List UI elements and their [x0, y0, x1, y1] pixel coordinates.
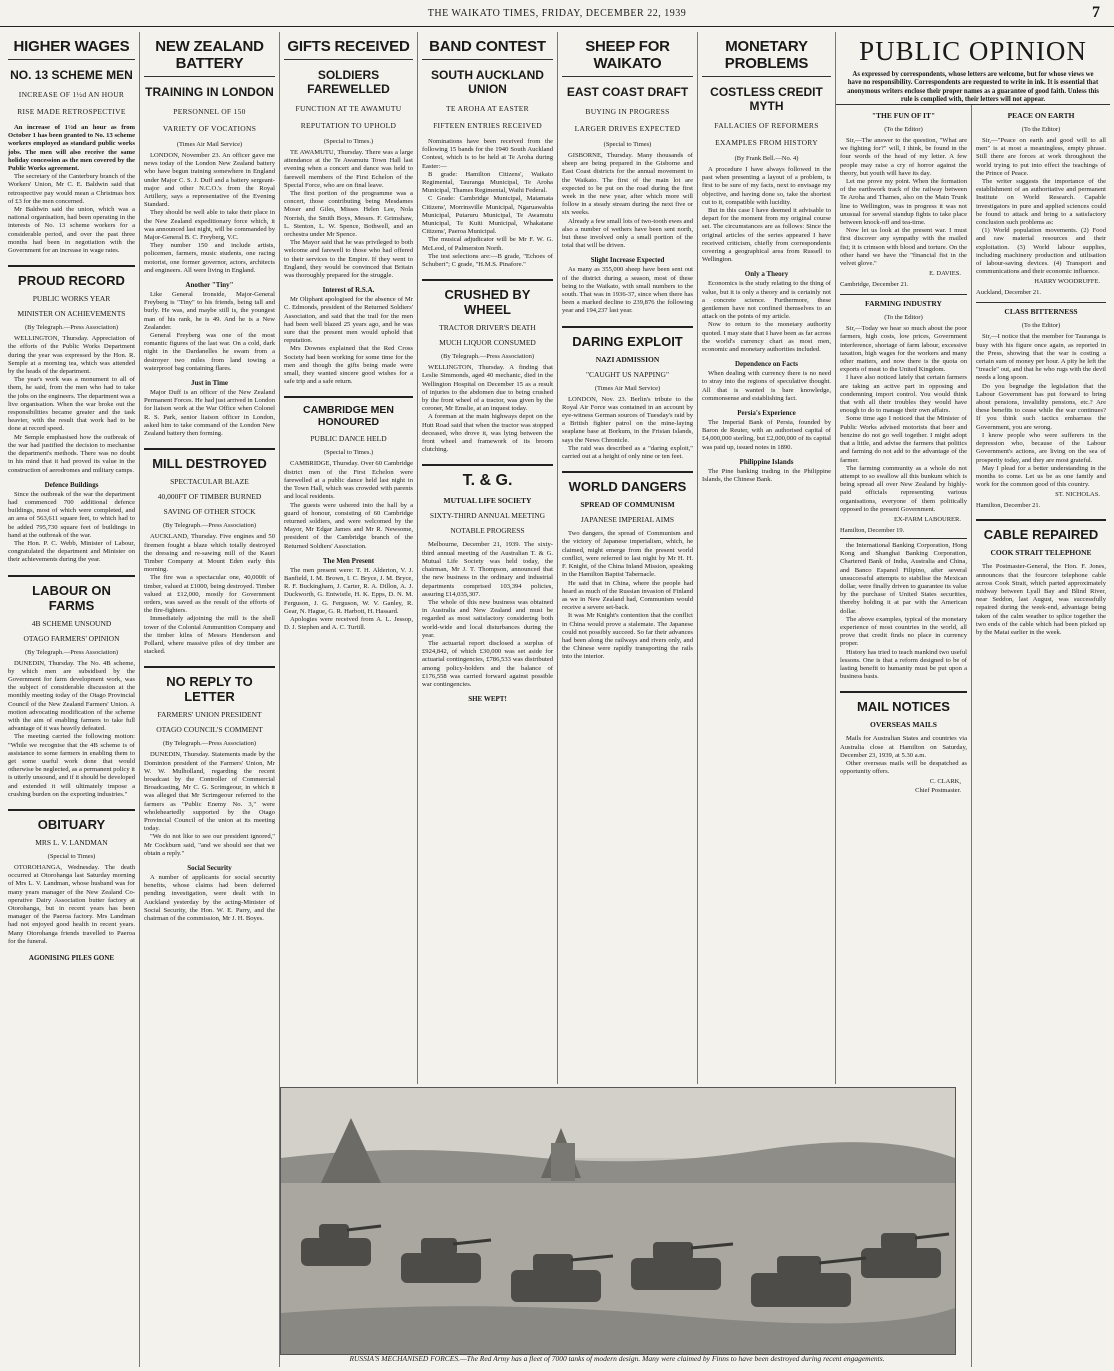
crosshead: Dependence on Facts — [735, 360, 798, 369]
subhead: MUTUAL LIFE SOCIETY — [443, 496, 532, 506]
subhead: OTAGO COUNCIL'S COMMENT — [156, 725, 263, 735]
letter-paragraph: Do you begrudge the legislation that the Labour Government has put forward to bring about pensions, invalidity pensions, etc.? Are these benefits to cease while the war continues? If you think such tactics embarrass the Government, you are wrong. — [976, 382, 1106, 431]
article-paragraph: A foreman at the main highways depot on the Hutt Road said that when the tractor was stopped deceased, who drove it, was lying between the front wheel and framework of its broom clutching. — [422, 413, 553, 454]
article-paragraph: An increase of 1½d an hour as from October 1 has been granted to No. 13 scheme workers employed as standard public works jobs. The men will also receive the same holiday concession as the men covered by the Public Works agreement. — [8, 124, 135, 173]
headline-obituary: OBITUARY — [8, 809, 135, 832]
page-number: 7 — [1092, 4, 1100, 21]
letter-paragraph: Now let us look at the present war. I must first discover any sympathy with the mailed fist; it is crimson with blood and torture. On the other hand we have the "financial fist in the velvet glove." — [840, 227, 967, 268]
subhead: INCREASE OF 1½d AN HOUR — [18, 90, 125, 99]
headline-proud-record: PROUD RECORD — [8, 265, 135, 288]
article-paragraph: Nominations have been received from the following 15 bands for the 1940 South Auckland Contest, which is to be held at Te Aroha during Easter:— — [422, 138, 553, 170]
article-paragraph: They should be well able to take their place in the New Zealand expeditionary force which, it was announced last night, will be commanded by Major-General B. C. Freyberg, V.C. — [144, 209, 275, 242]
subhead: LARGER DRIVES EXPECTED — [574, 124, 681, 133]
letter-paragraph: Some time ago I noticed that the Minister of Public Works advised motorists that beer and benzine do not go well together. I might adopt that a little, and advise the farmers that politics and farming do not add to the advantage of the farmer. — [840, 415, 967, 464]
letter-paragraph: (1) World population movements. (2) Food and raw material resources and their exploitation. (3) World labour supplies, including machinery production and utilisation of labour-saving devices. (4) Transport and communications and their economic influence. — [976, 227, 1106, 276]
subhead: SAVING OF OTHER STOCK — [163, 507, 256, 517]
letter-signature: EX-FARM LABOURER. — [893, 515, 961, 523]
byline: (Times Air Mail Service) — [176, 141, 243, 148]
column-6 — [698, 32, 836, 1084]
subhead: SPECTACULAR BLAZE — [170, 477, 249, 487]
article-paragraph: As many as 355,000 sheep have been sent out of the district during a season, most of these being to the Waikato, with small numbers to the south. That was in 1936-37, since when there has been a marked decline to 239,876 the following year and 194,237 last year. — [562, 266, 693, 315]
article-paragraph: A number of applicants for social security benefits, whose claims had been deferred pending investigation, were dealt with in Auckland yesterday by the acting-Minister of Social Security, the Hon. W. E. Parry, and the chairman of the commission, Mr J. H. Boyes. — [144, 873, 275, 922]
letter-title: CLASS BITTERNESS — [976, 302, 1106, 316]
article-paragraph: The secretary of the Canterbury branch of the Workers' Union, Mr C. E. Baldwin said that retrospective pay would mean a Christmas box of £3 for the men concerned. — [8, 173, 135, 205]
subhead: EAST COAST DRAFT — [566, 85, 689, 99]
subhead: 40,000FT OF TIMBER BURNED — [157, 492, 262, 502]
subhead: SPREAD OF COMMUNISM — [580, 500, 675, 510]
byline: (By Frank Bell.—No. 4) — [734, 155, 799, 162]
crosshead: Philippine Islands — [739, 457, 794, 466]
article-paragraph: They number 150 and include artists, policemen, farmers, music students, one racing motorist, one former governor, actors, architects and engineers. All were living in England. — [144, 242, 275, 274]
subhead: RISE MADE RETROSPECTIVE — [17, 107, 126, 116]
crosshead: Interest of R.S.A. — [322, 286, 375, 295]
crosshead: Another "Tiny" — [185, 281, 234, 290]
article-paragraph: DUNEDIN, Thursday. The No. 4B scheme, by which men are subsidised by the Government for farm development work, was the subject of considerable discussion at the monthly meeting today of the Otago Provincial Council of the New Zealand Farmers' Union. A motion advocating modification of the scheme with the aim of enabling farmers to take full advantage of it was heavily defeated. — [8, 659, 135, 733]
section-title-public-opinion: PUBLIC OPINION — [859, 36, 1087, 66]
headline-labour-on-farms: LABOUR ON FARMS — [8, 575, 135, 613]
article-paragraph: The above examples, typical of the monetary experience of most countries in the world, all prove that credit finds no place in currency proper. — [840, 615, 967, 648]
headline-gifts-received: GIFTS RECEIVED — [287, 38, 410, 55]
letter-paragraph: I know people who were sufferers in the depression who, because of the Labour Government's actions, are living on the sea of prosperity today, and they are most grateful. — [976, 431, 1106, 464]
letter-paragraph: I have also noticed lately that certain farmers are taking an active part in opposing and condemning import control. You would think that with all their troubles they would have enough to do to manage their own affairs. — [840, 374, 967, 415]
article-paragraph: GISBORNE, Thursday. Many thousands of sheep are being prepared in the Gisborne and East Coast districts for the annual movement to the Waikato. The first of the main lot are expected to be put on the road during the first week in the new year, after which more will follow in a steady stream during the next five or six weeks. — [562, 152, 693, 217]
subhead: EXAMPLES FROM HISTORY — [715, 138, 818, 147]
subhead: TE AROHA AT EASTER — [446, 104, 529, 113]
article-paragraph: The fire was a spectacular one, 40,000ft of timber, valued at £1000, being destroyed. Timber valued at £12,000, mostly for Government orders, was saved as the result of the efforts of the fire-fighters. — [144, 574, 275, 615]
subhead: TRAINING IN LONDON — [145, 85, 274, 99]
article-paragraph: When dealing with currency there is no need to stray into the regions of speculative thought. All that is wanted is bare knowledge, commonsense and establishing fact. — [702, 370, 831, 402]
subhead: SIXTY-THIRD ANNUAL MEETING — [429, 511, 546, 521]
subhead: OTAGO FARMERS' OPINION — [23, 633, 120, 643]
subhead: BUYING IN PROGRESS — [585, 107, 670, 116]
article-paragraph: TE AWAMUTU, Thursday. There was a large attendance at the Te Awamutu Town Hall last evening when a concert and dance was held to farewell members of the First Echelon of the Special Force, who are on final leave. — [284, 149, 413, 189]
byline: (By Telegraph.—Press Association) — [24, 324, 119, 332]
subhead: REPUTATION TO UPHOLD — [300, 121, 397, 130]
letter-location: Hamilton, December 19. — [840, 526, 905, 534]
letter-paragraph: Sir,—The answer to the question, "What are we fighting for?" will, I think, be found in the four words of the head of my letter. A few people may raise a cry of horror against the theory, but youth will have its day. — [840, 137, 967, 177]
subhead: COSTLESS CREDIT MYTH — [710, 85, 823, 113]
byline: (Special to Times) — [47, 852, 96, 860]
crosshead: Slight Increase Expected — [590, 256, 665, 265]
letter-paragraph: Sir,—I notice that the member for Tauranga is busy with his figure once again, as reported in the Press, showing that the war is costing a certain sum of money per hour. A pity he left the "treacle" out, and that he who rugs with the devil needs a long spoon. — [976, 333, 1106, 382]
article-paragraph: History has tried to teach mankind two useful lessons. One is that a reform designed to be of lasting benefit to humanity must be put upon a business basis. — [840, 648, 967, 681]
subhead: "CAUGHT US NAPPING" — [585, 369, 670, 379]
crosshead: Defence Buildings — [44, 480, 99, 489]
article-paragraph: The meeting carried the following motion: "While we recognise that the 4B scheme is of assistance to some farmers in enabling them to get some useful work done that would otherwise be neglected, as a permanent policy it is utterly unsound, and if it should be developed and extended it will ultimately impose a crushing burden on the exporting industries." — [8, 733, 135, 798]
article-paragraph: Like General Ironside, Major-General Freyberg is "Tiny" to his friends, being tall and burly. He was, and maybe still is, the youngest man of his rank, he is 49. And he is a New Zealander. — [144, 291, 275, 331]
photo-caption: RUSSIA'S MECHANISED FORCES.—The Red Army has a fleet of 7000 tanks of modern design. Many were claimed by Finns to have been destroyed during recent engagements. — [349, 1354, 885, 1363]
subhead: VARIETY OF VOCATIONS — [162, 124, 257, 133]
article-paragraph: The Postmaster-General, the Hon. F. Jones, announces that the fourcore telephone cable across Cook Strait, which parted approximately midway between Lyall Bay and Blind River, near Seddon, last August, was successfully repaired during the week-end, advantage being taken of the calm weather to splice together the two ends of the cable which had been picked up by the Matai earlier in the week. — [976, 563, 1106, 636]
article-paragraph: Other overseas mails will be despatched as opportunity offers. — [840, 759, 967, 776]
article-paragraph: Mails for Australian States and countries via Australia close at Hamilton on Saturday, December 23, 1939, at 5.30 a.m. — [840, 735, 967, 759]
byline: (Times Air Mail Service) — [594, 384, 661, 392]
letter-title: FARMING INDUSTRY — [840, 294, 967, 308]
article-paragraph: The year's work was a monument to all of them, he said, from the men who had to take the jobs on the engineers. The department was a live organisation. When the war broke out the responsibilities became greater and the task heavier, with the result that work had to be done at record speed. — [8, 376, 135, 433]
article-paragraph: the International Banking Corporation, Hong Kong and Shanghai Banking Corporation, Chartered Bank of India, Australia and China, and Banco Espanol Filipino, after several unsuccessful attempts to stabilise the Mexican dollar, were finally driven to guarantee its value by the purchase of United States securities, thereby holding it at par with the American dollar. — [840, 538, 967, 616]
article-paragraph: The Mayor said that he was privileged to both welcome and farewell to those who had offered to their services to the Empire. If they went to England, they would be convinced that Britain was thoroughly prepared for the struggle. — [284, 239, 413, 280]
byline: (Special to Times.) — [323, 138, 374, 145]
subhead: TRACTOR DRIVER'S DEATH — [439, 323, 536, 333]
letter-location: Auckland, December 21. — [976, 289, 1041, 297]
subhead: NO. 13 SCHEME MEN — [10, 68, 133, 82]
headline-no-reply: NO REPLY TO LETTER — [144, 666, 275, 704]
article-paragraph: Mr Semple emphasised how the outbreak of the war had justified the decision to mechanise the department's methods. There was no doubt in his mind that it had proved its value in the construction of aerodromes and military camps. — [8, 433, 135, 474]
column-3 — [280, 32, 418, 1084]
headline-mill-destroyed: MILL DESTROYED — [144, 448, 275, 471]
headline-daring-exploit: DARING EXPLOIT — [562, 326, 693, 349]
article-paragraph: Mr Baldwin said the union, which was a national organisation, had been operating in the interests of No. 13 scheme workers for a considerable period, and over the past three months had been in negotiation with the Government for an increase in wage rates. — [8, 206, 135, 255]
article-paragraph: DUNEDIN, Thursday. Statements made by the Dominion president of the Farmers' Union, Mr W. W. Mulholland, regarding the recent broadcast by the Controller of Commercial Broadcasting, Mr C. G. Scrimgeour, in which it was alleged that Mr Scrimgeour referred to the farmers as "Public Enemy No. 3," were wholeheartedly supported by the Otago Provincial Council of the union at its meeting today. — [144, 751, 275, 833]
subhead: PUBLIC WORKS YEAR — [32, 294, 111, 304]
article-paragraph: General Freyberg was one of the most romantic figures of the last war. On a cold, dark night in the Dardanelles he swam from a destroyer two miles from land towing a waterproof bag containing flares. — [144, 332, 275, 372]
letter-paragraph: Let me prove my point. When the formation of the earthwork track of the railway between Te Aroha and Thames, also on the Main Trunk line to Wellington, was in progress it was not unusual for several standup fights to take place between knock-off and tea-time. — [840, 178, 967, 227]
article-paragraph: Melbourne, December 21, 1939. The sixty-third annual meeting of the Australian T. & G. Mutual Life Society was held today, the chairman, Mr J. T. Thompson, announced that the new business in the ordinary and industrial departments comprised 103,394 policies, assuring £14,035,307. — [422, 541, 553, 598]
headline-crushed-by-wheel: CRUSHED BY WHEEL — [422, 279, 553, 317]
letter-to-editor: (To the Editor) — [1021, 322, 1061, 330]
crosshead: Social Security — [187, 863, 232, 872]
byline: (By Telegraph.—Press Association) — [162, 740, 257, 748]
subhead: FALLACIES OF REFORMERS — [714, 121, 819, 130]
masthead — [0, 0, 1114, 27]
article-paragraph: The musical adjudicator will be Mr F. W. G. McLeod, of Palmerston North. — [422, 236, 553, 252]
article-paragraph: Now to return to the monetary authority quoted. I may state that I have been as far across the world's currency chart as most men, economic and monetary authorities included. — [702, 321, 831, 354]
letter-signature: ST. NICHOLAS. — [1055, 491, 1100, 499]
letter-location: Cambridge, December 21. — [840, 281, 909, 289]
subhead: PUBLIC DANCE HELD — [310, 434, 387, 444]
headline-t-and-g: T. & G. — [422, 464, 553, 490]
subhead: PERSONNEL OF 150 — [173, 107, 246, 116]
crosshead: Only a Theory — [744, 270, 789, 279]
public-opinion-header — [836, 32, 1110, 105]
byline: (Special to Times.) — [323, 449, 374, 457]
article-paragraph: LONDON, November 23. An officer gave me news today of the London New Zealand battery who have begun training somewhere in England under Major C. S. J. Duff and a battery sergeant-major and other N.C.O.'s from the Royal Artillery, says a representative of the Evening Standard. — [144, 152, 275, 209]
subhead: NOTABLE PROGRESS — [450, 526, 525, 536]
subhead: SOLDIERS FAREWELLED — [307, 68, 390, 96]
notice-role: Chief Postmaster. — [915, 787, 961, 795]
article-paragraph: The test selections are:—B grade, "Echoes of Schubert"; C grade, "H.M.S. Pinafore." — [422, 252, 553, 269]
article-paragraph: But in this case I have deemed it advisable to depart for the moment from my original course set. The circumstances are as follows: Since the original articles of the series appeared I have received criticism, chiefly from correspondents covering a geographical area from Russell to Wellington. — [702, 207, 831, 264]
headline-cable-repaired: CABLE REPAIRED — [976, 519, 1106, 542]
tanks-photograph-image — [281, 1088, 955, 1354]
headline-higher-wages: HIGHER WAGES — [13, 38, 130, 55]
headline-sheep-for-waikato: SHEEP FOR WAIKATO — [585, 38, 670, 72]
article-paragraph: Economics is the study relating to the thing of value, but it is only a theory and is certainly not a concrete science. Furthermore, these gentlemen have not confined themselves to an attack on the points of my article. — [702, 280, 831, 321]
letter-paragraph: The farming community as a whole do not attempt to so swallow all this bunkum which is being spread all over New Zealand by highly-paid officials representing various organisations, everyone of them politically opposed to the present Government. — [840, 464, 967, 513]
article-paragraph: The Pine banking trading in the Philippine Islands, the Chinese Bank. — [702, 467, 831, 484]
tanks-photograph — [280, 1087, 956, 1355]
subhead: SOUTH AUCKLAND UNION — [431, 68, 544, 96]
byline: (By Telegraph.—Press Association) — [162, 522, 257, 530]
letter-paragraph: Sir,—"Peace on earth and good will to all men" is at most a meaningless, empty phrase. Still there are forces at work throughout the world trying to put into effect the teachings of the Prince of Peace. — [976, 137, 1106, 177]
subhead: FIFTEEN ENTRIES RECEIVED — [433, 121, 542, 130]
letter-paragraph: May I plead for a better understanding in the months to come. Let us be as one family and work for the common good of this country. — [976, 464, 1106, 489]
article-paragraph: Mrs Downes explained that the Red Cross Society had been working for some time for the men and though the gifts being made were small, they wanted sincere good wishes for a safe trip and a safe return. — [284, 345, 413, 386]
article-paragraph: Since the outbreak of the war the department had commenced 700 additional defence buildings, most of which were completed, and an area of 563,611 square feet, to which had to be added 795,730 square feet of buildings in hand at the outbreak of the war. — [8, 490, 135, 539]
headline-world-dangers: WORLD DANGERS — [562, 471, 693, 494]
column-5 — [558, 32, 698, 1084]
advertisement-heading: AGONISING PILES GONE — [28, 954, 115, 963]
subhead: FARMERS' UNION PRESIDENT — [157, 710, 262, 720]
section-intro: As expressed by correspondents, whose letters are welcome, but for whose views we have no responsibility. Correspondents are requested to write in ink. It is essential that anonymous writers enclose their proper names as a guarantee of good faith. Unless this rule is complied with, their letters will not appear. — [847, 71, 1099, 104]
letter-location: Hamilton, December 21. — [976, 502, 1041, 510]
article-paragraph: The Imperial Bank of Persia, founded by Baron de Reuter, with an authorised capital of £4,000,000 sterling, but £2,000,000 of its capital was paid up, issued notes in 1890. — [702, 419, 831, 451]
article-paragraph: WELLINGTON, Thursday. Appreciation of the efforts of the Public Works Department during the year was expressed by the Hon. R. Semple at a morning tea, which was attended by the heads of the department. — [8, 335, 135, 376]
article-paragraph: Immediately adjoining the mill is the shell tower of the Colonial Ammunition Company and the timber kilns of Messrs Henderson and Pollard, where massive piles of dry timber are stacked. — [144, 615, 275, 656]
article-paragraph: The guests were ushered into the hall by a guard of honour, consisting of 60 Cambridge returned soldiers, and were welcomed by the Mayor, Mr Edgar James and Mr R. Newsome, president of the Cambridge branch of the Returned Soldiers' Association. — [284, 501, 413, 550]
subhead: COOK STRAIT TELEPHONE — [990, 548, 1092, 558]
article-paragraph: It was Mr Knight's contention that the conflict in China would prove a stalemate. The Japanese could not possibly succeed. So far their advances had been along the railways and rivers only, and the Chinese were rapidly transporting the rails into the interior. — [562, 612, 693, 661]
letter-signature: E. DAVIES. — [929, 270, 961, 278]
crosshead: Just in Time — [190, 379, 229, 388]
byline: (Special to Times) — [603, 141, 652, 148]
letter-title: PEACE ON EARTH — [1007, 111, 1075, 120]
article-paragraph: The men present were: T. H. Alderton, V. J. Banfield, I. M. Brown, I. C. Bryce, J. M. Bryce, R. F. Buckingham, J. Carter, R. A. Dillon, A. J. Duckworth, G. Entwistle, H. K. Epps, D. N. M. Ferguson, J. G. Ferguson, W. V. Ganley, R. Gear, N. Hague, G. R. Harbott, H. Hassard. — [284, 566, 413, 615]
headline-monetary-problems: MONETARY PROBLEMS — [724, 38, 809, 72]
letter-paragraph: Sir,—Today we hear so much about the poor farmers, high costs, low prices, Government interference, shortage of farm labour, excessive taxation, high wages for the workers and many other matters, and now there is the quota on exports of meat to the United Kingdom. — [840, 325, 967, 374]
article-paragraph: The Hon. P. C. Webb, Minister of Labour, congratulated the department and Minister on their achievements during the year. — [8, 539, 135, 564]
headline-cambridge-men: CAMBRIDGE MEN HONOURED — [284, 396, 413, 428]
article-paragraph: "We do not like to see our president ignored," Mr Cockburn said, "and we should see that we obtain a reply." — [144, 833, 275, 857]
article-paragraph: Major Duff is an officer of the New Zealand Permanent Forces. He had just arrived in London for liaison work at the War Office when Colonel R. S. Park, senior liaison officer in London, asked him to take command of the London New Zealand battery then forming. — [144, 389, 275, 438]
headline-nz-battery: NEW ZEALAND BATTERY — [155, 38, 264, 72]
letter-to-editor: (To the Editor) — [884, 126, 923, 133]
masthead-text: THE WAIKATO TIMES, FRIDAY, DECEMBER 22, 1939 — [427, 8, 687, 19]
article-paragraph: LONDON, Nov. 23. Berlin's tribute to the Royal Air Force was contained in an account by eye-witness German sources of Tuesday's raid by a British fighter patrol on the mine-laying seaplane base at Borkum, in the Frisian Islands, says the News Chronicle. — [562, 395, 693, 444]
article-paragraph: Apologies were received from A. L. Jessop, D. J. Stephen and A. C. Turtill. — [284, 615, 413, 632]
article-paragraph: CAMBRIDGE, Thursday. Over 60 Cambridge district men of the First Echelon were farewelled at a public dance held last night in the Town Hall, which was crowded with parents and local residents. — [284, 460, 413, 501]
letters-column-b — [972, 105, 1110, 1367]
article-paragraph: Two dangers, the spread of Communism and the victory of Japanese imperialism, which, he claimed, might emerge from the present world conflict, were referred to last night by Mr H. H. F. Knight, of the China Inland Mission, speaking in the Hamilton Baptist Tabernacle. — [562, 530, 693, 579]
article-paragraph: B grade: Hamilton Citizens', Waikato Regimental, Tauranga Municipal, Te Aroha Municipal, Thames Regimental, Waihi Federal. — [422, 170, 553, 195]
column-2 — [140, 32, 280, 1367]
subhead: MRS L. V. LANDMAN — [35, 837, 108, 847]
notice-signature: C. CLARK, — [929, 778, 961, 786]
letter-signature: HARRY WOODRUFFE. — [1034, 278, 1100, 286]
subhead: MUCH LIQUOR CONSUMED — [439, 338, 536, 348]
article-paragraph: The first portion of the programme was a concert, those contributing being Mesdames Moser and Giles, Misses Helen Lee, Nola Norrish, the Smith Boys, Messrs. F. Grimshaw, L. Stenton, L. W. Spence, Bothwell, and an orchestra under Mr Spence. — [284, 190, 413, 239]
subhead: JAPANESE IMPERIAL AIMS — [580, 515, 675, 525]
article-paragraph: OTOROHANGA, Wednesday. The death occurred at Otorohanga last Saturday morning of Mrs L. V. Landman, whose husband was for many years manager of the New Zealand Co-operative Dairy Association butter factory at Otorohanga, but in recent years has been manager of the Paeroa factory. Mrs Landman had not enjoyed good health in recent years. Many Otorohanga friends travelled to Paeroa for the funeral. — [8, 863, 135, 945]
column-1 — [4, 32, 140, 1367]
article-paragraph: The raid was described as a "daring exploit," carried out at a height of only nine or ten feet. — [562, 444, 693, 461]
subhead: FUNCTION AT TE AWAMUTU — [295, 104, 402, 113]
crosshead: Persia's Experience — [737, 409, 796, 418]
subhead: NAZI ADMISSION — [595, 354, 660, 364]
letter-to-editor: (To the Editor) — [1021, 126, 1061, 133]
letter-paragraph: The writer suggests the importance of the establishment of an authoritative and permanent Institute on World Research. Capable investigators in pure and applied sciences could be found to attack and bring to a satisfactory conclusion such problems as: — [976, 178, 1106, 227]
cartoon-caption: SHE WEPT! — [468, 695, 507, 704]
article-paragraph: The actuarial report disclosed a surplus of £924,842, of which £30,000 was set aside for actuarial contingencies, £786,533 was distributed among policy-holders and the balance of £176,558 was carried forward against possible war contingencies. — [422, 639, 553, 688]
column-4 — [418, 32, 558, 1084]
article-paragraph: Mr Oliphant apologised for the absence of Mr C. Edmonds, president of the Returned Soldiers' Association, and said that the trail for the men had been well blazed 25 years ago, and he was sure that the present men would uphold that reputation. — [284, 296, 413, 345]
letter-to-editor: (To the Editor) — [884, 314, 923, 322]
article-paragraph: Already a few small lots of two-tooth ewes and also a number of wethers have been sent north, but these involved only a small portion of the total that will be driven. — [562, 217, 693, 250]
byline: (By Telegraph.—Press Association) — [24, 648, 119, 656]
subhead: MINISTER ON ACHIEVEMENTS — [17, 309, 126, 319]
article-paragraph: WELLINGTON, Thursday. A finding that Leslie Simmonds, aged 40 mechanic, died in the Wellington Hospital on December 15 as a result of injuries to the abdomen due to being crushed by the front wheel of a tractor, was given by the coroner, Mr Emslie, at an inquest today. — [422, 364, 553, 413]
article-paragraph: The whole of this new business was obtained in Australia and New Zealand and must be regarded as most satisfactory considering both world-wide and local disturbances during the year. — [422, 598, 553, 639]
headline-mail-notices: MAIL NOTICES — [840, 691, 967, 714]
headline-band-contest: BAND CONTEST — [429, 38, 546, 55]
letter-title: "THE FUN OF IT" — [871, 111, 936, 120]
article-paragraph: AUCKLAND, Thursday. Five engines and 50 firemen fought a blaze which totally destroyed the dressing and re-sawing mill of the Kauri Timber Company at Mount Eden early this morning. — [144, 533, 275, 574]
article-paragraph: C Grade: Cambridge Municipal, Matamata Citizens', Morrinsville Municipal, Ngaruawahia Municipal, Putaruru Municipal, Te Awamutu Municipal, Te Kuiti Municipal, Whakatane Citizens', Paeroa Municipal. — [422, 195, 553, 236]
article-paragraph: A procedure I have always followed in the past when presenting a layout of a problem, is first to be sure of my facts, next to envisage my objective, and having done so, take the shortest cut to it, compatible with lucidity. — [702, 166, 831, 206]
subhead: 4B SCHEME UNSOUND — [31, 618, 112, 628]
byline: (By Telegraph.—Press Association) — [440, 353, 535, 361]
crosshead: The Men Present — [322, 556, 375, 565]
article-paragraph: He said that in China, where the people had heard as much of the Russian invasion of Finland as we in New Zealand had, Communism would receive a severe set-back. — [562, 579, 693, 612]
subhead: OVERSEAS MAILS — [870, 720, 937, 730]
